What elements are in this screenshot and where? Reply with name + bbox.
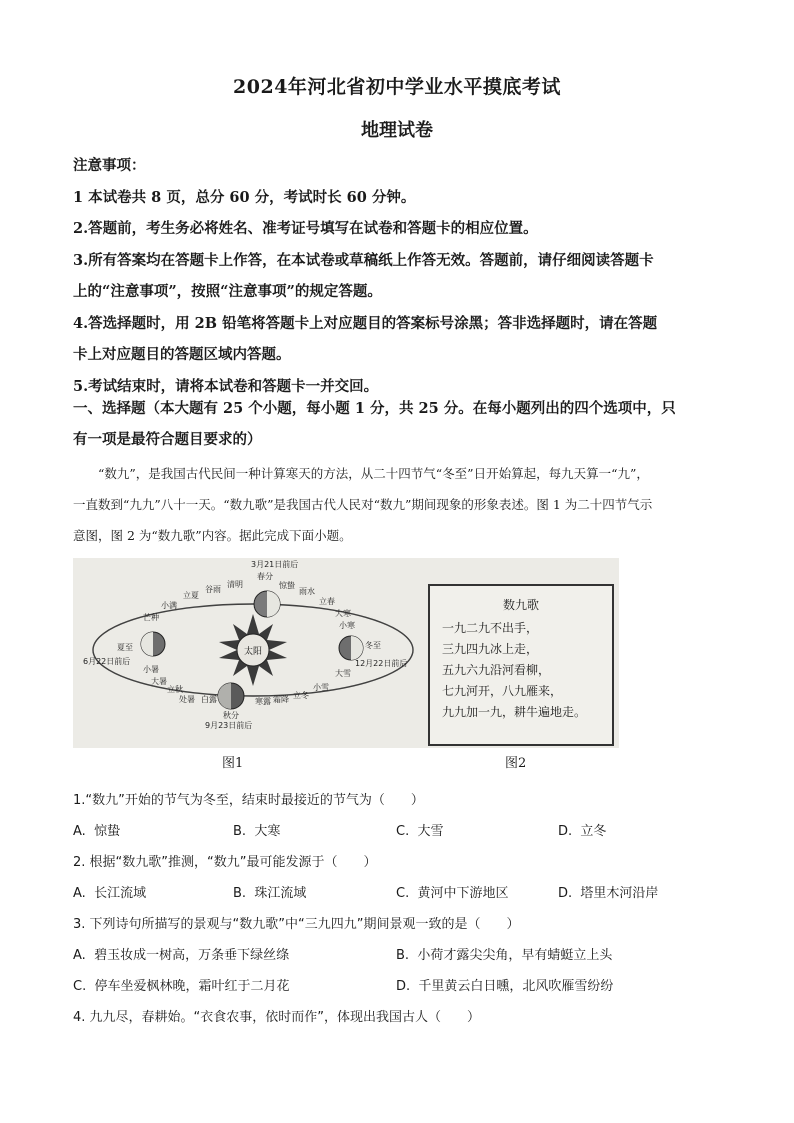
option-a[interactable]: A. 碧玉妆成一树高，万条垂下绿丝绦 — [73, 948, 290, 963]
earth-winter-icon — [339, 636, 363, 660]
term-label: 立秋 — [167, 685, 183, 694]
option-a[interactable]: A. 长江流域 — [73, 886, 147, 901]
question-list — [73, 785, 733, 1033]
option-row — [73, 816, 733, 847]
note-line: 上的“注意事项”，按照“注意事项”的规定答题。 — [73, 283, 382, 300]
question-stem: 2. 根据“数九歌”推测，“数九”最可能发源于（ ） — [73, 855, 377, 870]
term-label: 惊蛰 — [279, 581, 295, 590]
exam-title: 2024年河北省初中学业水平摸底考试 — [233, 76, 561, 98]
earth-spring-icon — [254, 591, 280, 617]
option-row — [73, 940, 733, 971]
term-label: 清明 — [227, 580, 243, 589]
term-label: 立冬 — [293, 691, 309, 700]
term-label: 寒露 — [255, 697, 271, 706]
earth-summer-icon — [141, 632, 165, 656]
figure1-caption: 图1 — [222, 756, 244, 771]
question-stem: 4. 九九尽，春耕始。“衣食农事，依时而作”，体现出我国古人（ ） — [73, 1010, 481, 1025]
term-label: 大暑 — [151, 677, 167, 686]
song-line: 七九河开，八九雁来， — [442, 684, 563, 698]
song-line: 五九六九沿河看柳， — [442, 663, 551, 677]
note-line: 卡上对应题目的答题区域内答题。 — [73, 346, 291, 363]
option-d[interactable]: D. 千里黄云白日曛，北风吹雁雪纷纷 — [396, 979, 614, 994]
option-c[interactable]: C. 停车坐爱枫林晚，霜叶红于二月花 — [73, 979, 290, 994]
option-b[interactable]: B. 珠江流域 — [233, 886, 307, 901]
song-line: 九九加一九，耕牛遍地走。 — [442, 705, 587, 719]
passage-line: “数九”，是我国古代民间一种计算寒天的方法，从二十四节气“冬至”日开始算起，每九天算一“九”， — [98, 466, 649, 481]
figure2-caption: 图2 — [505, 756, 527, 771]
section-heading — [73, 393, 723, 455]
date-winter: 12月22日前后 — [355, 659, 408, 668]
option-b[interactable]: B. 小荷才露尖尖角，早有蜻蜓立上头 — [396, 948, 613, 963]
shujiu-song-box — [428, 584, 614, 746]
term-label: 大寒 — [335, 609, 351, 618]
term-label: 小满 — [161, 601, 177, 610]
note-line: 1 本试卷共 8 页，总分 60 分，考试时长 60 分钟。 — [73, 188, 416, 206]
question-stem: 3. 下列诗句所描写的景观与“数九歌”中“三九四九”期间景观一致的是（ ） — [73, 917, 520, 932]
note-line: 5.考试结束时，请将本试卷和答题卡一并交回。 — [73, 377, 379, 395]
term-label: 立夏 — [183, 591, 199, 600]
option-row — [73, 878, 733, 909]
option-d[interactable]: D. 立冬 — [558, 824, 607, 839]
term-label: 霜降 — [273, 695, 289, 704]
date-summer: 6月22日前后 — [83, 657, 131, 666]
sun-icon — [219, 614, 287, 686]
term-label: 大雪 — [335, 669, 351, 678]
note-line: 3.所有答案均在答题卡上作答，在本试卷或草稿纸上作答无效。答题前，请仔细阅读答题卡 — [73, 251, 654, 269]
term-label: 小暑 — [143, 665, 159, 674]
term-label: 处暑 — [179, 695, 195, 704]
term-label: 白露 — [201, 695, 217, 704]
section-line: 有一项是最符合题目要求的） — [73, 431, 262, 448]
song-title: 数九歌 — [502, 598, 539, 612]
option-b[interactable]: B. 大寒 — [233, 824, 281, 839]
term-label: 冬至 — [365, 641, 381, 650]
reading-passage — [73, 458, 723, 551]
date-autumn: 9月23日前后 — [205, 721, 253, 730]
note-line: 4.答选择题时，用 2B 铅笔将答题卡上对应题目的答案标号涂黑；答非选择题时，请在答题 — [73, 314, 658, 332]
note-line: 2.答题前，考生务必将姓名、准考证号填写在试卷和答题卡的相应位置。 — [73, 220, 538, 237]
term-label: 谷雨 — [205, 585, 221, 594]
passage-line: 一直数到“九九”八十一天。“数九歌”是我国古代人民对“数九”期间现象的形象表述。图 1 为二十四节气示 — [73, 497, 653, 512]
term-label: 小雪 — [313, 683, 329, 692]
notes-block — [73, 150, 723, 402]
notes-heading: 注意事项： — [73, 157, 146, 174]
passage-line: 意图，图 2 为“数九歌”内容。据此完成下面小题。 — [73, 528, 352, 543]
option-c[interactable]: C. 黄河中下游地区 — [396, 886, 509, 901]
question-stem: 1.“数九”开始的节气为冬至，结束时最接近的节气为（ ） — [73, 793, 424, 808]
exam-subtitle: 地理试卷 — [361, 120, 433, 141]
song-line: 三九四九冰上走， — [442, 642, 539, 656]
option-row — [73, 971, 733, 1002]
section-line: 一、选择题（本大题有 25 个小题，每小题 1 分，共 25 分。在每小题列出的四个选项中，只 — [73, 400, 676, 417]
term-label: 春分 — [257, 572, 273, 581]
solar-terms-diagram — [73, 558, 428, 748]
option-d[interactable]: D. 塔里木河沿岸 — [558, 886, 659, 901]
song-line: 一九二九不出手， — [442, 621, 539, 635]
term-label: 小寒 — [339, 621, 355, 630]
option-a[interactable]: A. 惊蛰 — [73, 824, 121, 839]
sun-label: 太阳 — [243, 647, 263, 657]
term-label: 雨水 — [299, 587, 315, 596]
term-label: 立春 — [319, 597, 335, 606]
date-spring: 3月21日前后 — [251, 560, 299, 569]
earth-autumn-icon — [218, 683, 244, 709]
option-c[interactable]: C. 大雪 — [396, 824, 444, 839]
term-label: 夏至 — [117, 643, 133, 652]
term-label: 秋分 — [223, 711, 239, 720]
term-label: 芒种 — [143, 613, 159, 622]
